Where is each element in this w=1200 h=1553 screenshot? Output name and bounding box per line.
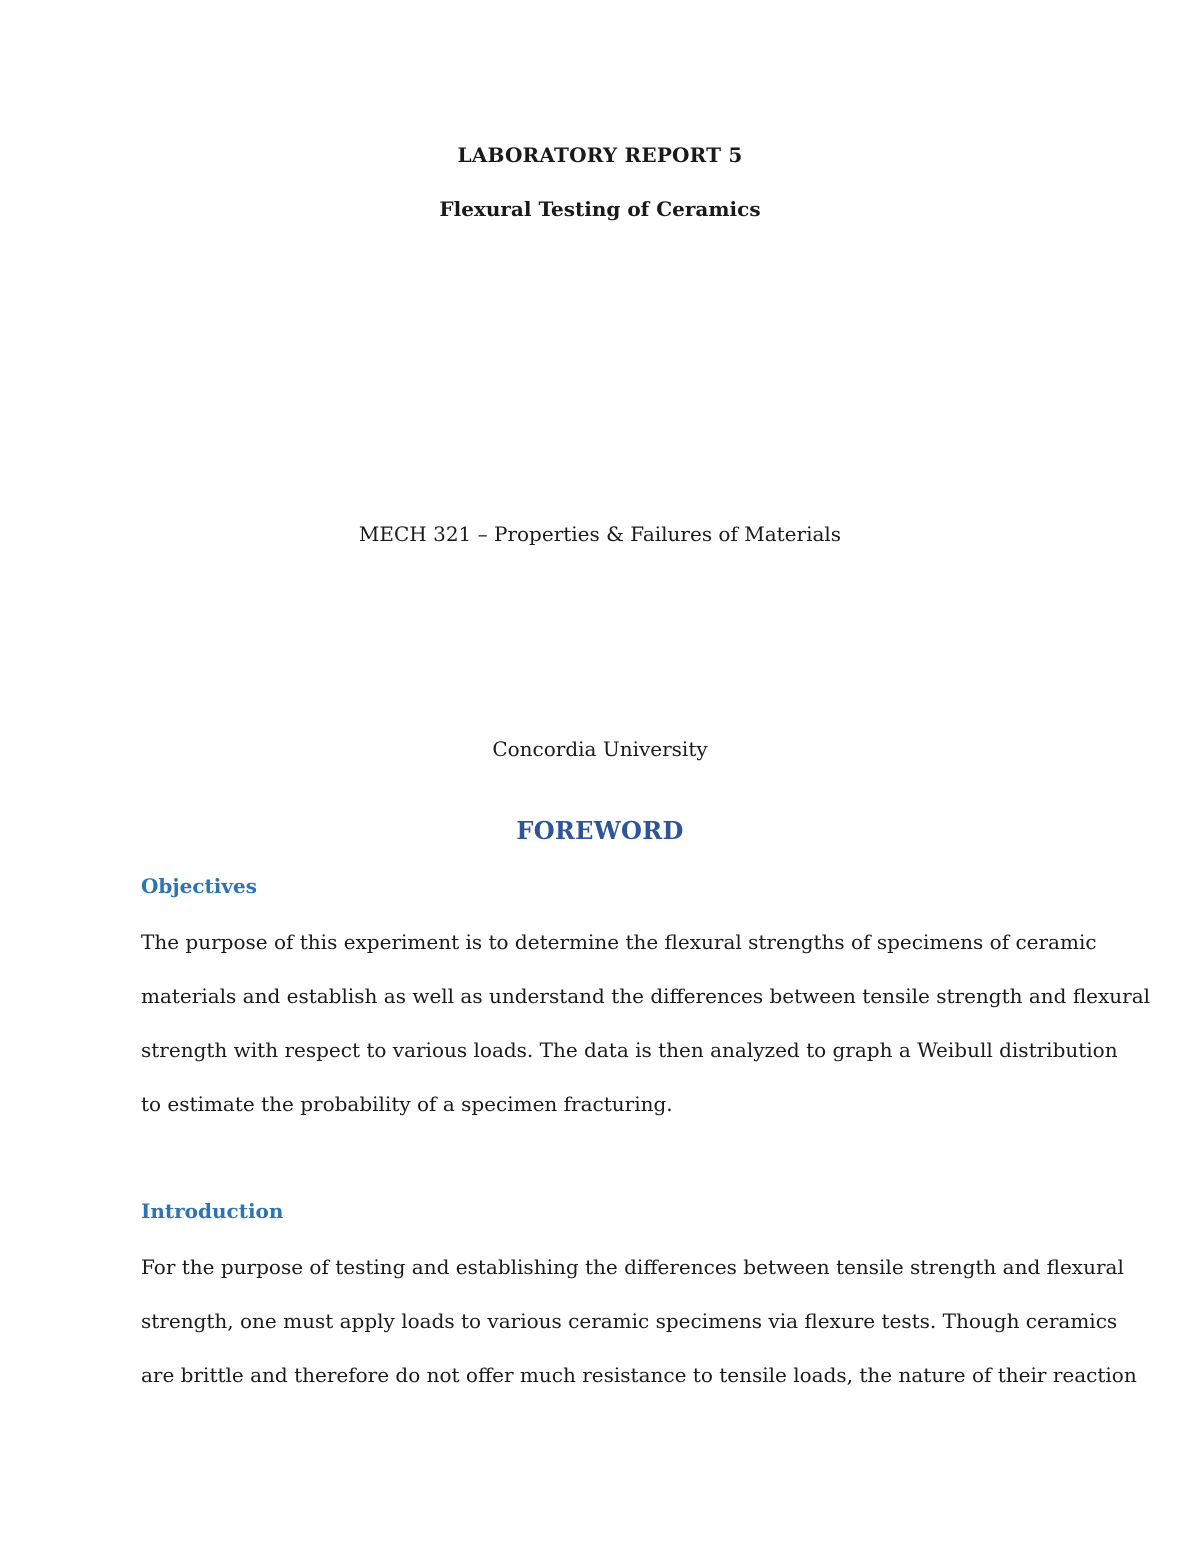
report-title: LABORATORY REPORT 5 — [457, 143, 743, 167]
foreword-heading: FOREWORD — [516, 816, 684, 845]
objectives-text-line: strength with respect to various loads. The data is then analyzed to graph a Weibull distribution — [141, 1038, 1118, 1062]
introduction-text-line: are brittle and therefore do not offer much resistance to tensile loads, the nature of their reaction — [141, 1363, 1137, 1387]
objectives-heading: Objectives — [141, 874, 257, 898]
objectives-text-line: The purpose of this experiment is to determine the flexural strengths of specimens of ceramic — [141, 930, 1097, 954]
introduction-text-line: strength, one must apply loads to various ceramic specimens via flexure tests. Though ceramics — [141, 1309, 1118, 1333]
institution-name: Concordia University — [492, 737, 708, 761]
report-subtitle: Flexural Testing of Ceramics — [439, 197, 761, 221]
objectives-text-line: materials and establish as well as understand the differences between tensile strength and flexural — [141, 984, 1151, 1008]
course-name: MECH 321 – Properties & Failures of Materials — [358, 522, 842, 546]
introduction-heading: Introduction — [141, 1199, 284, 1223]
introduction-text-line: For the purpose of testing and establishing the differences between tensile strength and flexural — [141, 1255, 1124, 1279]
objectives-text-line: to estimate the probability of a specimen fracturing. — [141, 1092, 673, 1116]
